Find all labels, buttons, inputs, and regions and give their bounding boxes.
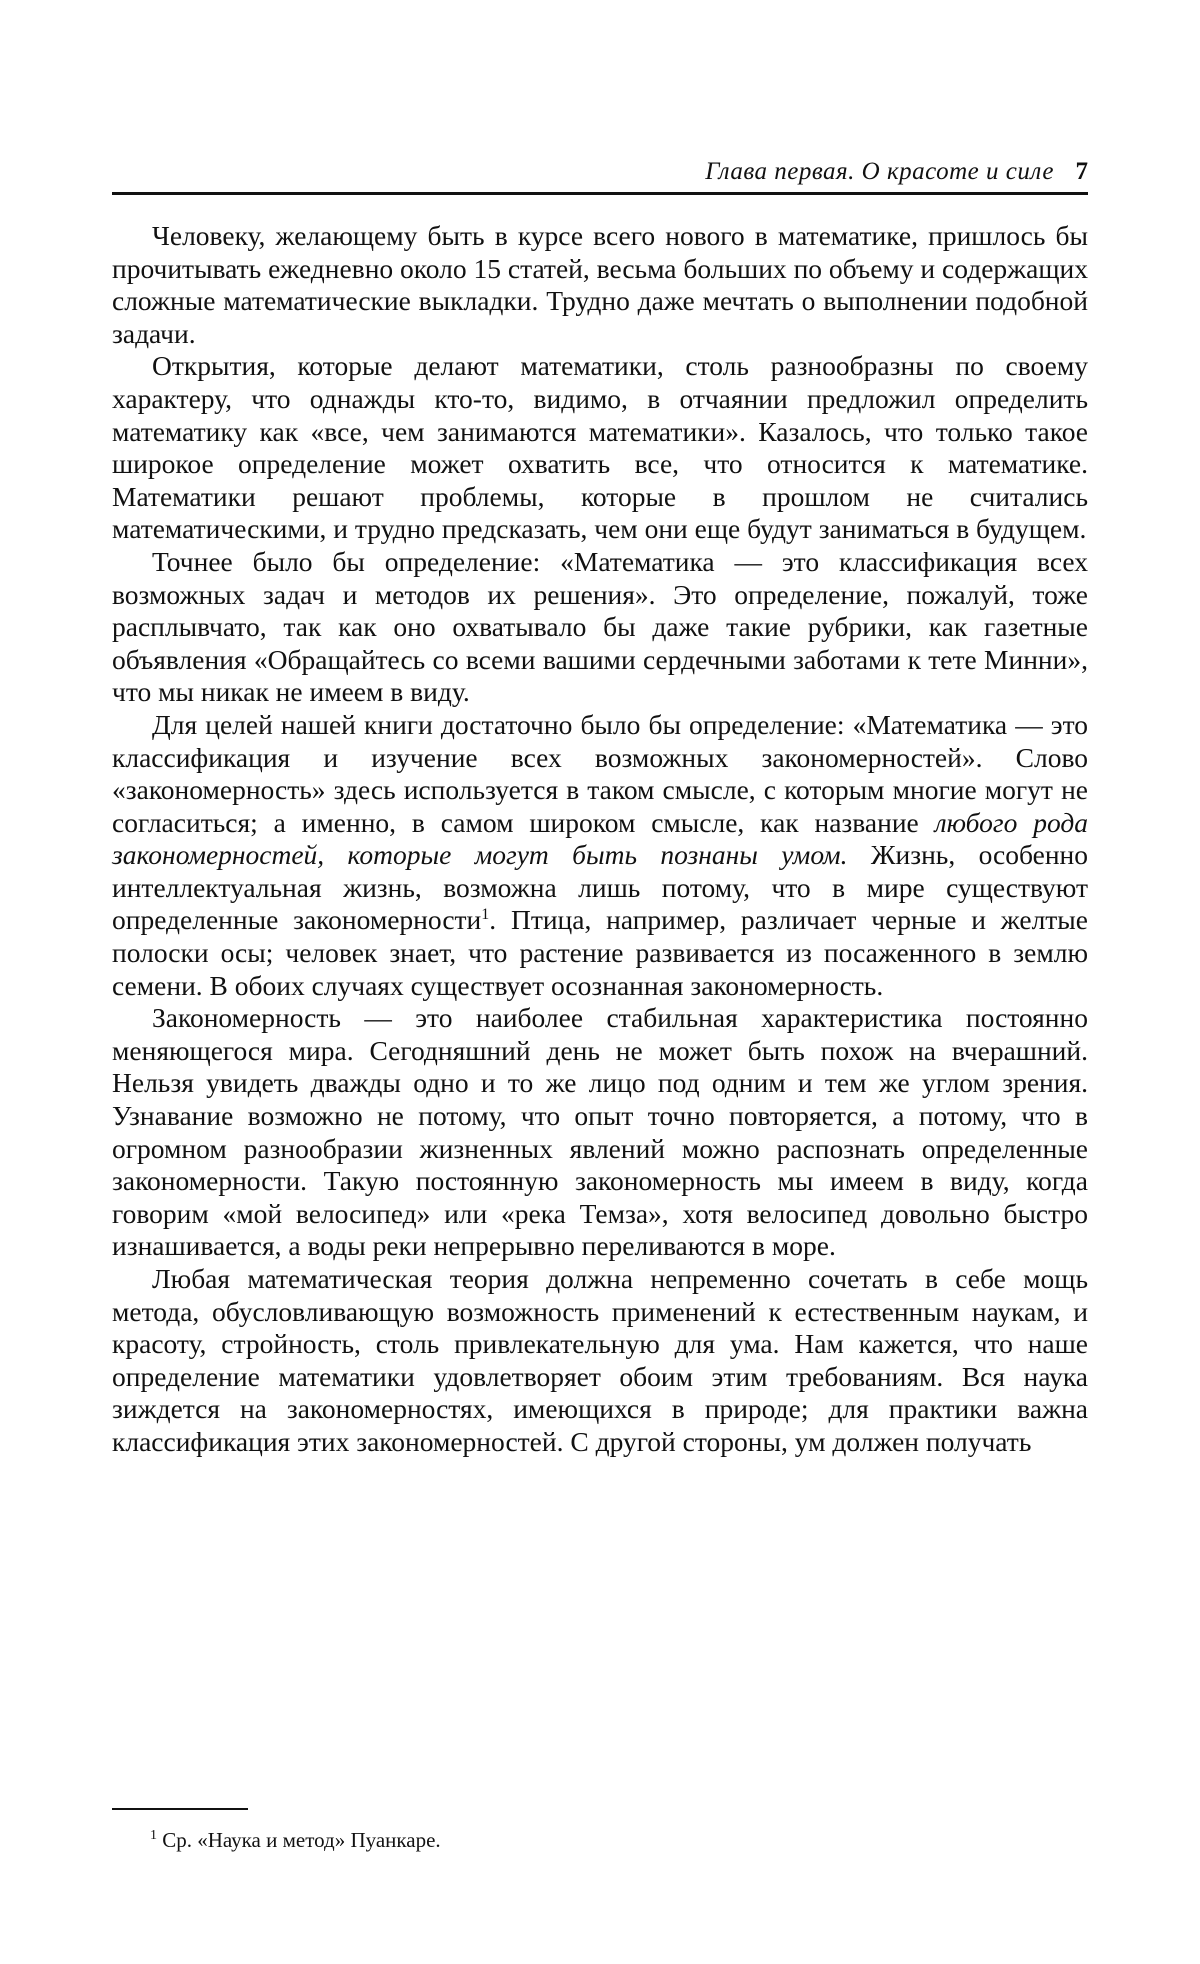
paragraph-4-text-end: . Птица, например, различает черные и желтые полоски осы; человек знает, что растение развивается из посаженного в землю семени. В обоих случаях существует осознанная закономерность. (112, 904, 1088, 1001)
page-number: 7 (1075, 158, 1088, 185)
paragraph-5: Закономерность — это наиболее стабильная характеристика постоянно меняющегося мира. Сегодняшний день не может быть похож на вчерашний. Нельзя увидеть дважды одно и то же лицо под одним и тем же углом зрения. Узнавание возможно не потому, что опыт точно повторяется, а потому, что в огромном разнообразии жизненных явлений можно распознать определенные закономерности. Такую постоянную закономерность мы имеем в виду, когда говорим «мой велосипед» или «река Темза», хотя велосипед довольно быстро изнашивается, а воды реки непрерывно переливаются в море. (112, 1002, 1088, 1262)
running-title: Глава первая. О красоте и силе (705, 158, 1054, 185)
paragraph-4-text-middle: Жизнь, особенно интеллектуальная жизнь, возможна лишь потому, что в мире существуют определенные закономерности (112, 839, 1089, 936)
paragraph-4 (112, 709, 1088, 1002)
paragraph-6: Любая математическая теория должна непременно сочетать в себе мощь метода, обусловливающую возможность применений к естественным наукам, и красоту, стройность, столь привлекательную для ума. Нам кажется, что наше определение математики удовлетворяет обоим этим требованиям. Вся наука зиждется на закономерностях, имеющихся в природе; для практики важна классификация этих закономерностей. С другой стороны, ум должен получать (112, 1263, 1088, 1457)
paragraph-3: Точнее было бы определение: «Математика — это классификация всех возможных задач и методов их решения». Это определение, пожалуй, тоже расплывчато, так как оно охватывало бы даже такие рубрики, как газетные объявления «Обращайтесь со всеми вашими сердечными заботами к тете Минни», что мы никак не имеем в виду. (112, 545, 1088, 708)
footnote (150, 1827, 1050, 1853)
running-head (112, 150, 1088, 194)
paragraph-1: Человеку, желающему быть в курсе всего нового в математике, пришлось бы прочитывать ежедневно около 15 статей, весьма больших по объему и содержащих сложные математические выкладки. Трудно даже мечтать о выполнении подобной задачи. (112, 220, 1088, 349)
paragraph-4-emphasis: любого рода закономерностей, которые могут быть познаны умом. (112, 806, 1088, 871)
footnote-reference: 1 (481, 906, 490, 924)
paragraph-4-text-start: Для целей нашей книги достаточно было бы определение: «Математика — это классификация и изучение всех возможных закономерностей». Слово «закономерность» здесь используется в таком смысле, с которым многие могут не согласиться; а именно, в самом широком смысле, как название (112, 708, 1088, 838)
footnote-text: Ср. «Наука и метод» Пуанкаре. (162, 1828, 441, 1852)
footnote-rule (112, 1808, 248, 1810)
header-rule (112, 192, 1088, 195)
body-text (112, 220, 1088, 1459)
footnote-marker: 1 (150, 1828, 157, 1843)
paragraph-2: Открытия, которые делают математики, столь разнообразны по своему характеру, что однажды кто-то, видимо, в отчаянии предложил определить математику как «все, чем занимаются математики». Казалось, что только такое широкое определение может охватить все, что относится к математике. Математики решают проблемы, которые в прошлом не считались математическими, и трудно предсказать, чем они еще будут заниматься в будущем. (112, 350, 1088, 545)
